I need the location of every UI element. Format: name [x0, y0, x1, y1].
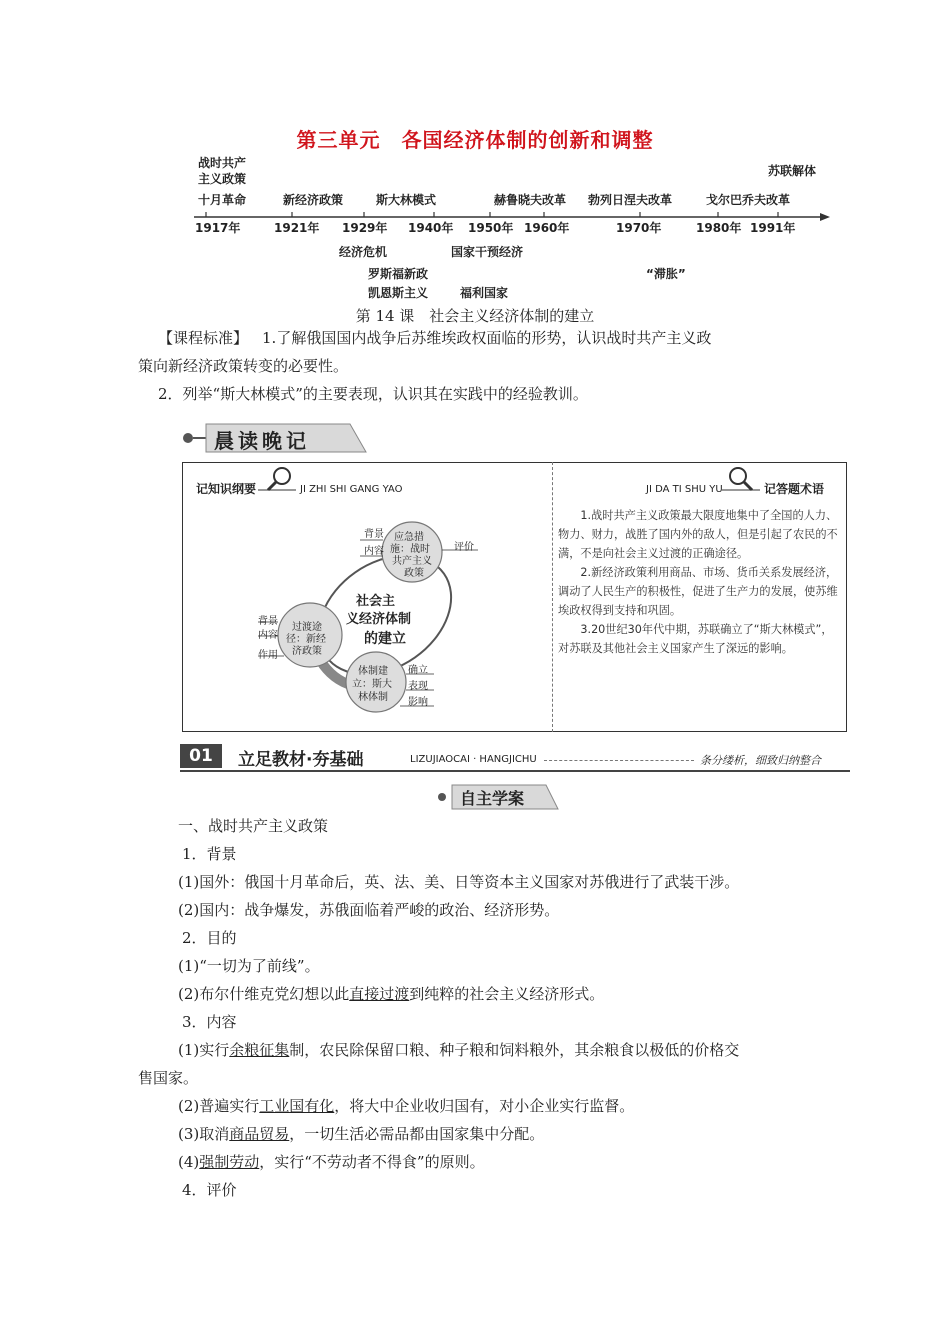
timeline-below-label: 福利国家 [460, 286, 509, 300]
text-run: (2)普遍实行 [178, 1097, 260, 1115]
mindmap-node2-left: 内容 [258, 630, 278, 641]
mindmap-node2: 过渡途 [292, 622, 322, 633]
mindmap-node1-right: 评价 [454, 542, 474, 553]
magnifier-icon [258, 466, 298, 496]
text-run: (3)取消 [178, 1125, 230, 1143]
section-number: 01 [180, 744, 222, 768]
underlined-term: 直接过渡 [349, 985, 410, 1003]
paragraph [178, 1036, 739, 1064]
standard-label: 【课程标准】 [158, 329, 249, 347]
timeline-below-label: 罗斯福新政 [368, 267, 429, 281]
text-run: 到纯粹的社会主义经济形式。 [409, 985, 605, 1003]
left-pinyin: JI ZHI SHI GANG YAO [300, 484, 403, 495]
right-pinyin: JI DA TI SHU YU [646, 484, 723, 495]
text-run: ，一切生活必需品都由国家集中分配。 [289, 1125, 545, 1143]
standard-item1-cont: 策向新经济政策转变的必要性。 [138, 357, 349, 375]
magnifier-icon [722, 466, 762, 496]
mindmap-node1: 应急措 [394, 532, 424, 543]
section-underline [180, 770, 850, 772]
timeline-year: 1991年 [750, 221, 796, 235]
paragraph [178, 1120, 544, 1148]
text-run: (2)布尔什维克党幻想以此 [178, 985, 350, 1003]
banner-title: 晨读晚记 [214, 429, 310, 453]
standard-item1: 1.了解俄国国内战争后苏维埃政权面临的形势，认识战时共产主义政 [262, 329, 712, 347]
timeline-below-label: “滞胀” [646, 267, 686, 281]
standard-item2: 2．列举“斯大林模式”的主要表现，认识其在实践中的经验教训。 [158, 385, 588, 403]
paragraph: (1)“一切为了前线”。 [178, 957, 320, 975]
timeline-below-label: 经济危机 [339, 245, 388, 259]
timeline-event: 赫鲁晓夫改革 [494, 193, 567, 207]
mindmap-center: 的建立 [364, 631, 406, 647]
timeline-event: 十月革命 [198, 193, 247, 207]
paragraph: 售国家。 [138, 1069, 199, 1087]
mindmap-center: 义经济体制 [346, 612, 412, 627]
standard-line [158, 324, 711, 352]
timeline-year: 1921年 [274, 221, 320, 235]
timeline-event: 新经济政策 [283, 193, 344, 207]
left-heading: 记知识纲要 [196, 482, 257, 496]
timeline-year: 1929年 [342, 221, 388, 235]
timeline-below-label: 国家干预经济 [451, 245, 524, 259]
section-dashes [544, 760, 694, 761]
paragraph [178, 1148, 485, 1176]
timeline-event: 戈尔巴乔夫改革 [706, 193, 791, 207]
lesson-title: 第 14 课 社会主义经济体制的建立 [355, 307, 595, 325]
banner2-title: 自主学案 [460, 789, 525, 808]
answer-term: 1.战时共产主义政策最大限度地集中了全国的人力、物力、财力，战胜了国内外的敌人，但是引起了农民的不满，不是向社会主义过渡的正确途径。 [558, 509, 838, 560]
subheading: 2．目的 [182, 929, 237, 947]
mindmap-node2-left: 背景 [258, 616, 278, 627]
section-tagline: 条分缕析，细致归纳整合 [700, 754, 821, 767]
mindmap-node3-right: 确立 [408, 665, 428, 676]
text-run: (4) [178, 1153, 200, 1171]
paragraph: (2)国内：战争爆发，苏俄面临着严峻的政治、经济形势。 [178, 901, 560, 919]
timeline-top-label: 战时共产 [198, 156, 247, 170]
section-pinyin: LIZUJIAOCAI · HANGJICHU [410, 754, 537, 765]
mindmap-node1: 共产主义 [392, 556, 432, 567]
underlined-term: 工业国有化 [259, 1097, 335, 1115]
timeline-event: 斯大林模式 [376, 193, 437, 207]
mindmap-node1-left: 背景 [364, 529, 384, 540]
timeline-below-label: 凯恩斯主义 [368, 286, 429, 300]
mindmap-node3: 立：斯大 [352, 679, 392, 690]
subheading: 4．评价 [182, 1181, 237, 1199]
section-title: 立足教材·夯基础 [238, 750, 364, 770]
mindmap-node1: 政策 [404, 568, 424, 579]
paragraph [178, 980, 604, 1008]
timeline-top-label: 苏联解体 [768, 164, 817, 178]
timeline-top-label: 主义政策 [198, 172, 247, 186]
timeline-year: 1917年 [195, 221, 241, 235]
mindmap-node2-left: 作用 [258, 650, 278, 661]
timeline-year: 1940年 [408, 221, 454, 235]
right-heading: 记答题术语 [764, 482, 825, 496]
text-run: (1)实行 [178, 1041, 230, 1059]
text-run: 制，农民除保留口粮、种子粮和饲料粮外，其余粮食以极低的价格交 [289, 1041, 740, 1059]
mindmap-node2: 径：新经 [286, 634, 326, 645]
answer-term: 2.新经济政策利用商品、市场、货币关系发展经济，调动了人民生产的积极性，促进了生产力的发展，使苏维埃政权得到支持和巩固。 [558, 566, 838, 617]
banner-self-study [436, 783, 560, 811]
subheading: 3．内容 [182, 1013, 237, 1031]
mindmap-node3-right: 表现 [408, 681, 428, 692]
paragraph: (1)国外：俄国十月革命后，英、法、美、日等资本主义国家对苏俄进行了武装干涉。 [178, 873, 740, 891]
mindmap-node3: 林体制 [358, 692, 388, 703]
timeline-year: 1970年 [616, 221, 662, 235]
timeline-year: 1950年 [468, 221, 514, 235]
timeline-year: 1960年 [524, 221, 570, 235]
mindmap-node1: 施：战时 [390, 544, 430, 555]
answer-term: 3.20世纪30年代中期，苏联确立了“斯大林模式”，对苏联及其他社会主义国家产生了深远的影响。 [558, 623, 833, 655]
unit-title: 第三单元 各国经济体制的创新和调整 [296, 128, 654, 152]
paragraph [178, 1092, 634, 1120]
mindmap-node3: 体制建 [358, 666, 388, 677]
mindmap-node3-right: 影响 [408, 697, 428, 708]
timeline-year: 1980年 [696, 221, 742, 235]
mindmap-node2: 济政策 [292, 646, 322, 657]
mindmap-center: 社会主 [356, 594, 396, 609]
underlined-term: 强制劳动 [199, 1153, 260, 1171]
timeline-event: 勃列日涅夫改革 [588, 193, 673, 207]
underlined-term: 余粮征集 [229, 1041, 290, 1059]
answer-terms [558, 506, 842, 658]
banner-morning-reading [180, 422, 370, 454]
text-run: ，实行“不劳动者不得食”的原则。 [259, 1153, 485, 1171]
section-bar [180, 742, 850, 772]
subheading: 1．背景 [182, 845, 237, 863]
box-divider [552, 462, 553, 732]
heading-1: 一、战时共产主义政策 [178, 817, 329, 835]
text-run: ，将大中企业收归国有，对小企业实行监督。 [334, 1097, 635, 1115]
underlined-term: 商品贸易 [229, 1125, 290, 1143]
mindmap-node1-left: 内容 [364, 546, 384, 557]
